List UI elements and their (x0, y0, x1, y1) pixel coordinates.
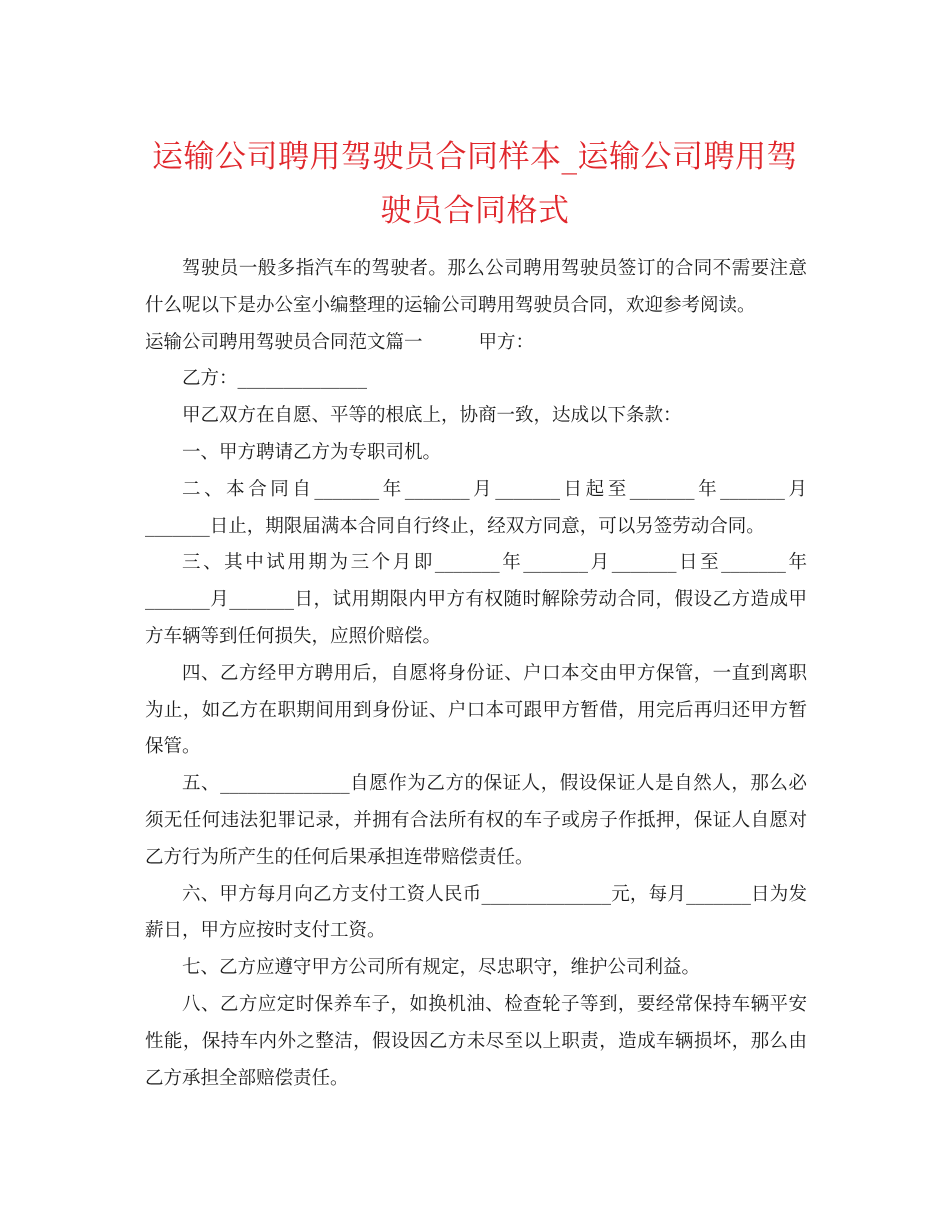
document-title: 运输公司聘用驾驶员合同样本_运输公司聘用驾驶员合同格式 (152, 139, 798, 229)
clause-8: 八、乙方应定时保养车子，如换机油、检查轮子等到，要经常保持车辆平安性能，保持车内外之整洁，假设因乙方未尽至以上职责，造成车辆损坏，那么由乙方承担全部赔偿责任。 (145, 993, 807, 1089)
clause-4: 四、乙方经甲方聘用后，自愿将身份证、户口本交由甲方保管，一直到离职为止，如乙方在职期间用到身份证、户口本可跟甲方暂借，用完后再归还甲方暂保管。 (145, 662, 807, 758)
clause-2: 二、本合同自_______年_______月_______日起至_______年_______月_______日止，期限届满本合同自行终止，经双方同意，可以另签劳动合同。 (145, 478, 807, 537)
clause-7: 七、乙方应遵守甲方公司所有规定，尽忠职守，维护公司利益。 (182, 957, 701, 979)
clause-1: 一、甲方聘请乙方为专职司机。 (182, 441, 442, 463)
preamble-paragraph: 甲乙双方在自愿、平等的根底上，协商一致，达成以下条款： (182, 405, 682, 427)
section-heading-line (145, 325, 807, 362)
intro-paragraph: 驾驶员一般多指汽车的驾驶者。那么公司聘用驾驶员签订的合同不需要注意什么呢以下是办公室小编整理的运输公司聘用驾驶员合同，欢迎参考阅读。 (145, 258, 807, 316)
clause-6: 六、甲方每月向乙方支付工资人民币______________元，每月_______日为发薪日，甲方应按时支付工资。 (145, 883, 807, 942)
section-heading: 运输公司聘用驾驶员合同范文篇一 (145, 331, 423, 353)
document-body (145, 251, 807, 1097)
party-a-label: 甲方： (478, 331, 535, 353)
clause-3: 三、其中试用期为三个月即_______年_______月_______日至_______年_______月_______日，试用期限内甲方有权随时解除劳动合同，假设乙方造成甲方车辆等到任何损失，应照价赔偿。 (145, 552, 807, 647)
party-b-line: 乙方：______________ (182, 368, 368, 390)
clause-5: 五、______________自愿作为乙方的保证人，假设保证人是自然人，那么必须无任何违法犯罪记录，并拥有合法所有权的车子或房子作抵押，保证人自愿对乙方行为所产生的任何后果承担连带赔偿责任。 (145, 773, 807, 868)
